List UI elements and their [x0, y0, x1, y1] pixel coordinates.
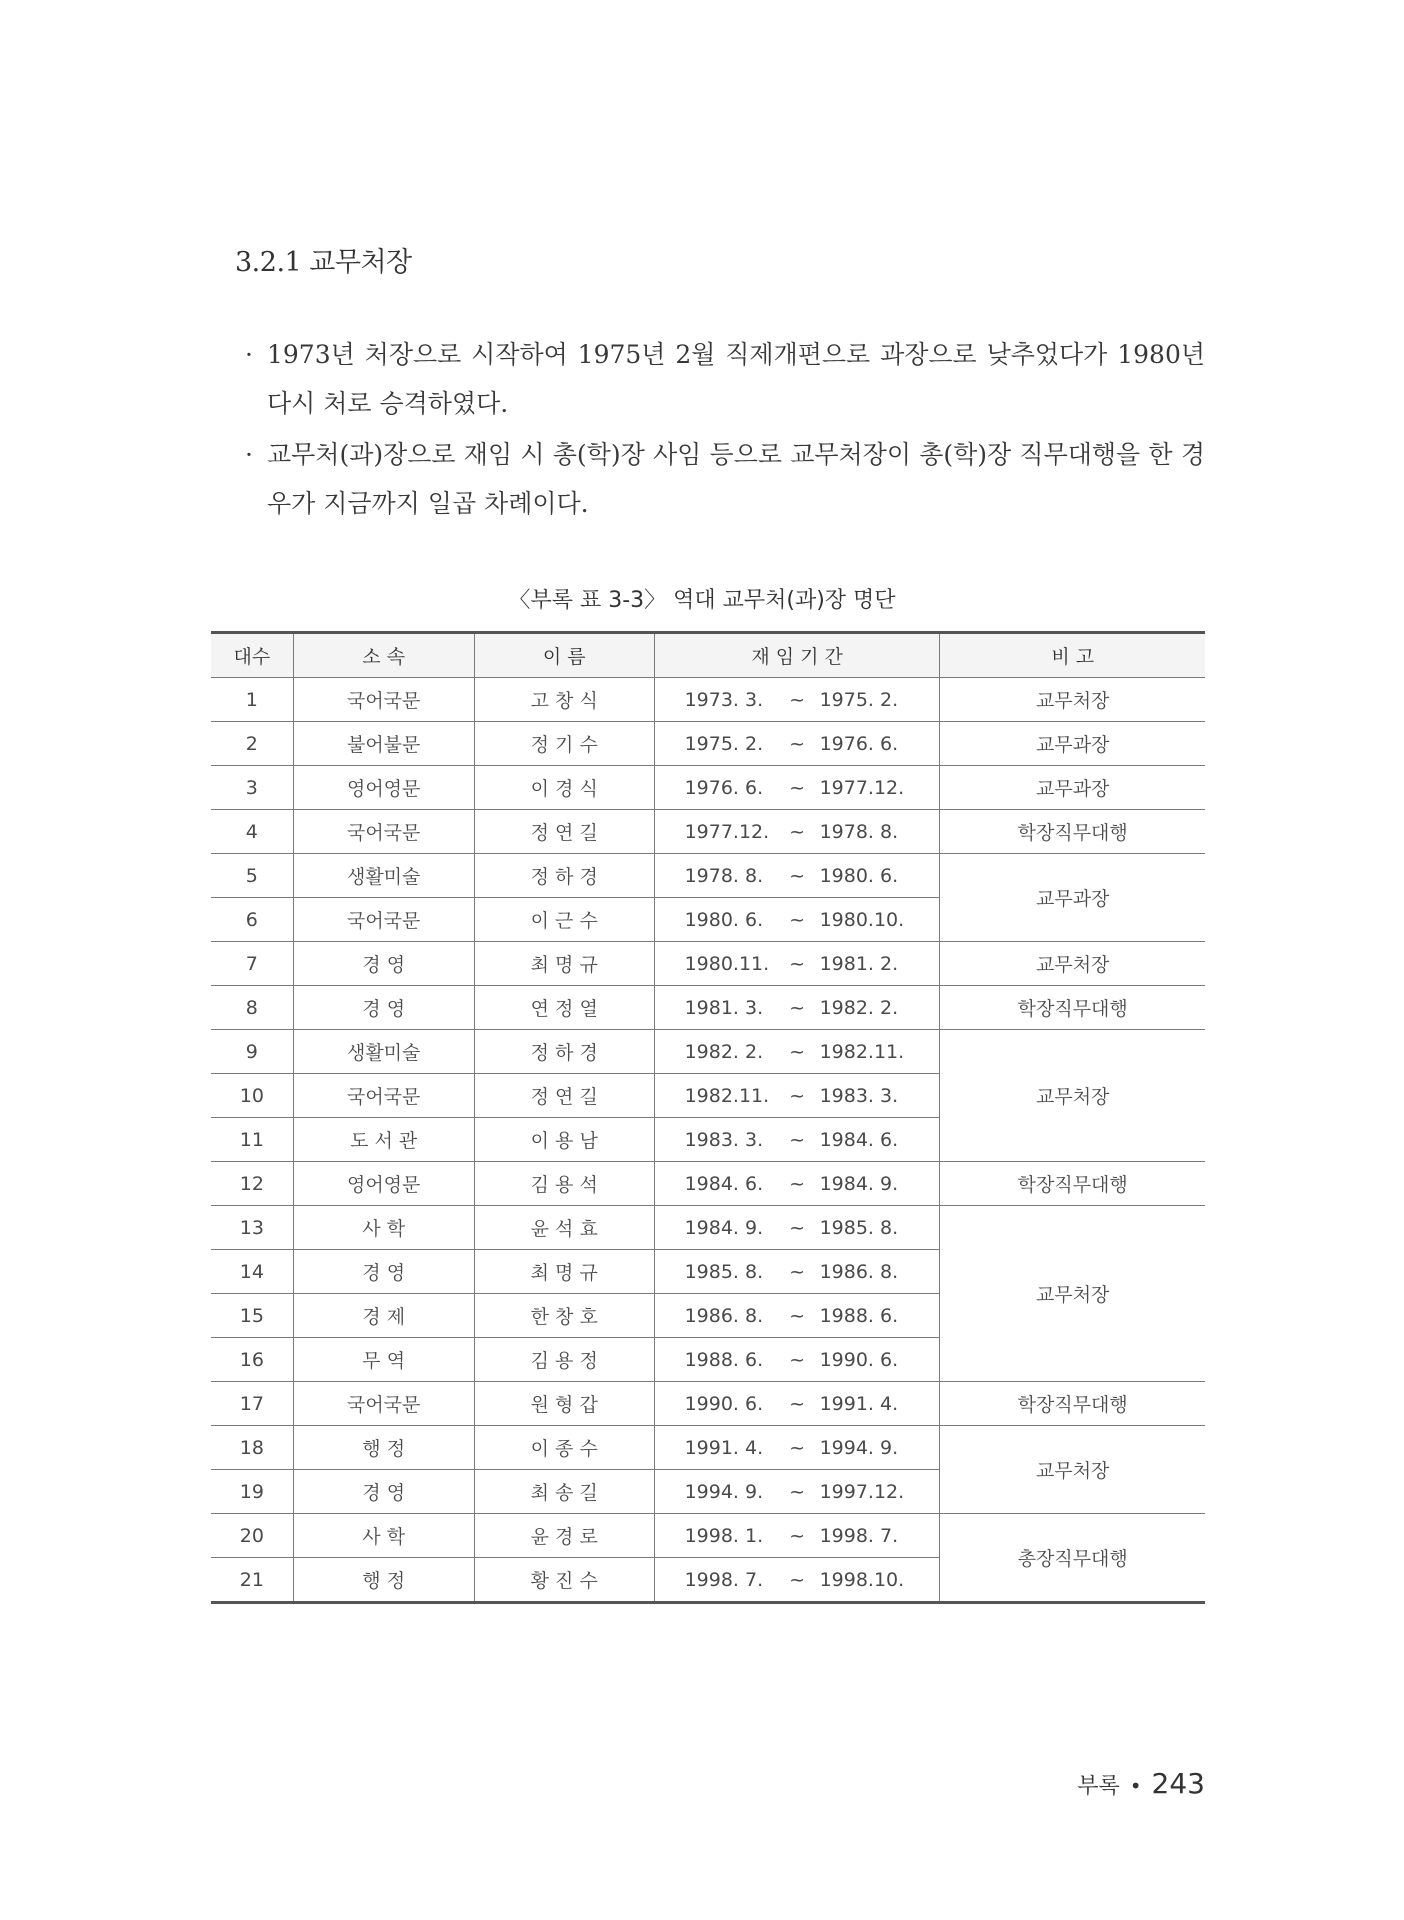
- table-row: [211, 1030, 1205, 1074]
- period-start: 1984. 6.: [684, 1172, 764, 1195]
- cell-dept: 경 영: [293, 1470, 474, 1514]
- period-start: 1978. 8.: [684, 864, 764, 887]
- cell-period: [654, 1558, 940, 1603]
- period-tilde: ~: [789, 1392, 806, 1415]
- period-start: 1982.11.: [684, 1084, 770, 1107]
- cell-period: [654, 942, 940, 986]
- cell-dept: 사 학: [293, 1206, 474, 1250]
- period-tilde: ~: [789, 908, 806, 931]
- period-range: [685, 733, 910, 755]
- period-start: 1998. 7.: [684, 1568, 764, 1591]
- cell-note: 교무처장: [940, 1426, 1205, 1514]
- cell-no: 15: [211, 1294, 293, 1338]
- period-tilde: ~: [789, 1436, 806, 1459]
- cell-dept: 경 제: [293, 1294, 474, 1338]
- table-row: [211, 1426, 1205, 1470]
- cell-name: 원 형 갑: [474, 1382, 654, 1426]
- period-end: 1982. 2.: [819, 996, 899, 1019]
- period-tilde: ~: [789, 1568, 806, 1591]
- cell-period: [654, 1426, 940, 1470]
- cell-dept: 국어국문: [293, 678, 474, 722]
- table-header-row: [211, 633, 1205, 678]
- period-end: 1986. 8.: [819, 1260, 899, 1283]
- period-range: [685, 1085, 910, 1107]
- period-tilde: ~: [789, 732, 806, 755]
- period-range: [685, 1041, 910, 1063]
- cell-no: 13: [211, 1206, 293, 1250]
- cell-no: 16: [211, 1338, 293, 1382]
- table-body: [211, 678, 1205, 1603]
- table-row: [211, 1514, 1205, 1558]
- cell-note: 교무과장: [940, 766, 1205, 810]
- period-range: [685, 865, 910, 887]
- period-tilde: ~: [789, 1040, 806, 1063]
- cell-period: [654, 854, 940, 898]
- period-tilde: ~: [789, 864, 806, 887]
- section-title: 3.2.1 교무처장: [235, 247, 412, 278]
- cell-name: 정 연 길: [474, 810, 654, 854]
- header-name: 이 름: [474, 633, 654, 678]
- period-start: 1982. 2.: [684, 1040, 764, 1063]
- period-end: 1994. 9.: [819, 1436, 899, 1459]
- period-tilde: ~: [789, 688, 806, 711]
- cell-no: 3: [211, 766, 293, 810]
- period-end: 1975. 2.: [819, 688, 899, 711]
- cell-dept: 행 정: [293, 1558, 474, 1603]
- cell-dept: 무 역: [293, 1338, 474, 1382]
- period-tilde: ~: [789, 1172, 806, 1195]
- cell-name: 김 용 석: [474, 1162, 654, 1206]
- bullet-text: 교무처(과)장으로 재임 시 총(학)장 사임 등으로 교무처장이 총(학)장 직무대행을 한 경우가 지금까지 일곱 차례이다.: [267, 440, 1205, 518]
- period-start: 1983. 3.: [684, 1128, 764, 1151]
- period-start: 1977.12.: [684, 820, 770, 843]
- period-start: 1998. 1.: [684, 1524, 764, 1547]
- cell-name: 정 연 길: [474, 1074, 654, 1118]
- period-start: 1986. 8.: [684, 1304, 764, 1327]
- cell-dept: 경 영: [293, 986, 474, 1030]
- period-range: [685, 953, 910, 975]
- cell-dept: 행 정: [293, 1426, 474, 1470]
- bullet-dot: ·: [245, 440, 253, 469]
- period-end: 1997.12.: [819, 1480, 905, 1503]
- period-end: 1980.10.: [819, 908, 905, 931]
- period-range: [685, 1129, 910, 1151]
- cell-dept: 경 영: [293, 942, 474, 986]
- cell-note: 교무과장: [940, 722, 1205, 766]
- cell-period: [654, 1382, 940, 1426]
- period-end: 1982.11.: [819, 1040, 905, 1063]
- table-row: [211, 678, 1205, 722]
- period-tilde: ~: [789, 1524, 806, 1547]
- period-range: [685, 909, 910, 931]
- cell-dept: 영어영문: [293, 1162, 474, 1206]
- table-row: [211, 942, 1205, 986]
- cell-name: 윤 석 효: [474, 1206, 654, 1250]
- cell-dept: 국어국문: [293, 1074, 474, 1118]
- table-row: [211, 810, 1205, 854]
- cell-period: [654, 1206, 940, 1250]
- page-number: 243: [1151, 1767, 1205, 1800]
- period-tilde: ~: [789, 1128, 806, 1151]
- period-start: 1991. 4.: [684, 1436, 764, 1459]
- cell-period: [654, 1074, 940, 1118]
- cell-dept: 도 서 관: [293, 1118, 474, 1162]
- period-range: [685, 1393, 910, 1415]
- cell-dept: 국어국문: [293, 1382, 474, 1426]
- period-start: 1975. 2.: [684, 732, 764, 755]
- bullet-list: [245, 330, 1205, 530]
- header-period: 재 임 기 간: [654, 633, 940, 678]
- table-row: [211, 722, 1205, 766]
- period-range: [685, 1525, 910, 1547]
- period-end: 1985. 8.: [819, 1216, 899, 1239]
- cell-name: 이 용 남: [474, 1118, 654, 1162]
- cell-dept: 불어불문: [293, 722, 474, 766]
- period-end: 1980. 6.: [819, 864, 899, 887]
- period-tilde: ~: [789, 996, 806, 1019]
- cell-note: 총장직무대행: [940, 1514, 1205, 1603]
- period-range: [685, 777, 910, 799]
- cell-name: 김 용 정: [474, 1338, 654, 1382]
- cell-no: 2: [211, 722, 293, 766]
- period-end: 1981. 2.: [819, 952, 899, 975]
- cell-name: 한 창 호: [474, 1294, 654, 1338]
- header-note: 비 고: [940, 633, 1205, 678]
- cell-dept: 생활미술: [293, 854, 474, 898]
- period-tilde: ~: [789, 1348, 806, 1371]
- cell-no: 10: [211, 1074, 293, 1118]
- period-end: 1984. 6.: [819, 1128, 899, 1151]
- cell-name: 최 명 규: [474, 1250, 654, 1294]
- cell-name: 고 창 식: [474, 678, 654, 722]
- cell-no: 21: [211, 1558, 293, 1603]
- period-start: 1980.11.: [684, 952, 770, 975]
- period-start: 1988. 6.: [684, 1348, 764, 1371]
- table-caption: 〈부록 표 3-3〉 역대 교무처(과)장 명단: [508, 588, 896, 613]
- period-tilde: ~: [789, 1304, 806, 1327]
- footer-label: 부록: [1077, 1774, 1120, 1799]
- period-range: [685, 1217, 910, 1239]
- table-row: [211, 766, 1205, 810]
- period-range: [685, 1173, 910, 1195]
- period-range: [685, 1569, 910, 1591]
- cell-period: [654, 986, 940, 1030]
- period-tilde: ~: [789, 1084, 806, 1107]
- cell-note: 교무과장: [940, 854, 1205, 942]
- cell-no: 1: [211, 678, 293, 722]
- cell-name: 최 송 길: [474, 1470, 654, 1514]
- cell-dept: 국어국문: [293, 810, 474, 854]
- cell-no: 18: [211, 1426, 293, 1470]
- cell-period: [654, 1514, 940, 1558]
- table-row: [211, 854, 1205, 898]
- cell-no: 8: [211, 986, 293, 1030]
- cell-name: 정 하 경: [474, 1030, 654, 1074]
- cell-dept: 생활미술: [293, 1030, 474, 1074]
- period-start: 1981. 3.: [684, 996, 764, 1019]
- cell-period: [654, 766, 940, 810]
- cell-note: 학장직무대행: [940, 1162, 1205, 1206]
- cell-note: 교무처장: [940, 1030, 1205, 1162]
- cell-note: 학장직무대행: [940, 986, 1205, 1030]
- period-tilde: ~: [789, 776, 806, 799]
- cell-note: 교무처장: [940, 942, 1205, 986]
- cell-note: 학장직무대행: [940, 810, 1205, 854]
- cell-no: 4: [211, 810, 293, 854]
- cell-period: [654, 1030, 940, 1074]
- cell-no: 11: [211, 1118, 293, 1162]
- period-end: 1978. 8.: [819, 820, 899, 843]
- roster-table: [211, 631, 1205, 1604]
- period-range: [685, 1481, 910, 1503]
- cell-note: 학장직무대행: [940, 1382, 1205, 1426]
- period-end: 1988. 6.: [819, 1304, 899, 1327]
- period-end: 1983. 3.: [819, 1084, 899, 1107]
- period-end: 1991. 4.: [819, 1392, 899, 1415]
- cell-no: 14: [211, 1250, 293, 1294]
- period-start: 1985. 8.: [684, 1260, 764, 1283]
- cell-name: 이 종 수: [474, 1426, 654, 1470]
- cell-no: 20: [211, 1514, 293, 1558]
- page-footer: [1077, 1767, 1205, 1800]
- cell-no: 5: [211, 854, 293, 898]
- cell-note: 교무처장: [940, 678, 1205, 722]
- table-row: [211, 1382, 1205, 1426]
- period-end: 1976. 6.: [819, 732, 899, 755]
- cell-no: 9: [211, 1030, 293, 1074]
- cell-name: 윤 경 로: [474, 1514, 654, 1558]
- cell-period: [654, 1250, 940, 1294]
- period-start: 1980. 6.: [684, 908, 764, 931]
- cell-dept: 사 학: [293, 1514, 474, 1558]
- cell-name: 연 정 열: [474, 986, 654, 1030]
- cell-period: [654, 1162, 940, 1206]
- period-start: 1976. 6.: [684, 776, 764, 799]
- period-end: 1998.10.: [819, 1568, 905, 1591]
- cell-name: 이 근 수: [474, 898, 654, 942]
- cell-dept: 국어국문: [293, 898, 474, 942]
- cell-period: [654, 1118, 940, 1162]
- cell-period: [654, 1338, 940, 1382]
- table-row: [211, 986, 1205, 1030]
- period-range: [685, 1305, 910, 1327]
- table-row: [211, 1206, 1205, 1250]
- period-start: 1990. 6.: [684, 1392, 764, 1415]
- table-row: [211, 1162, 1205, 1206]
- cell-note: 교무처장: [940, 1206, 1205, 1382]
- cell-dept: 경 영: [293, 1250, 474, 1294]
- period-range: [685, 997, 910, 1019]
- period-range: [685, 1261, 910, 1283]
- cell-no: 12: [211, 1162, 293, 1206]
- period-end: 1998. 7.: [819, 1524, 899, 1547]
- period-end: 1990. 6.: [819, 1348, 899, 1371]
- cell-name: 이 경 식: [474, 766, 654, 810]
- bullet-text: 1973년 처장으로 시작하여 1975년 2월 직제개편으로 과장으로 낮추었다가 1980년 다시 처로 승격하였다.: [267, 340, 1205, 418]
- cell-no: 7: [211, 942, 293, 986]
- cell-period: [654, 678, 940, 722]
- period-tilde: ~: [789, 820, 806, 843]
- cell-name: 정 하 경: [474, 854, 654, 898]
- cell-name: 최 명 규: [474, 942, 654, 986]
- bullet-dot: ·: [245, 340, 253, 369]
- period-tilde: ~: [789, 952, 806, 975]
- cell-no: 19: [211, 1470, 293, 1514]
- period-range: [685, 1437, 910, 1459]
- bullet-item: [245, 430, 1205, 528]
- cell-no: 17: [211, 1382, 293, 1426]
- cell-period: [654, 898, 940, 942]
- cell-name: 정 기 수: [474, 722, 654, 766]
- cell-period: [654, 810, 940, 854]
- header-dept: 소 속: [293, 633, 474, 678]
- period-tilde: ~: [789, 1260, 806, 1283]
- period-range: [685, 1349, 910, 1371]
- period-range: [685, 821, 910, 843]
- period-end: 1977.12.: [819, 776, 905, 799]
- bullet-item: [245, 330, 1205, 428]
- period-range: [685, 689, 910, 711]
- cell-no: 6: [211, 898, 293, 942]
- footer-separator: •: [1129, 1774, 1142, 1798]
- header-no: 대수: [211, 633, 293, 678]
- period-start: 1973. 3.: [684, 688, 764, 711]
- period-start: 1994. 9.: [684, 1480, 764, 1503]
- period-end: 1984. 9.: [819, 1172, 899, 1195]
- cell-name: 황 진 수: [474, 1558, 654, 1603]
- cell-period: [654, 1470, 940, 1514]
- cell-dept: 영어영문: [293, 766, 474, 810]
- cell-period: [654, 1294, 940, 1338]
- period-tilde: ~: [789, 1216, 806, 1239]
- period-start: 1984. 9.: [684, 1216, 764, 1239]
- cell-period: [654, 722, 940, 766]
- period-tilde: ~: [789, 1480, 806, 1503]
